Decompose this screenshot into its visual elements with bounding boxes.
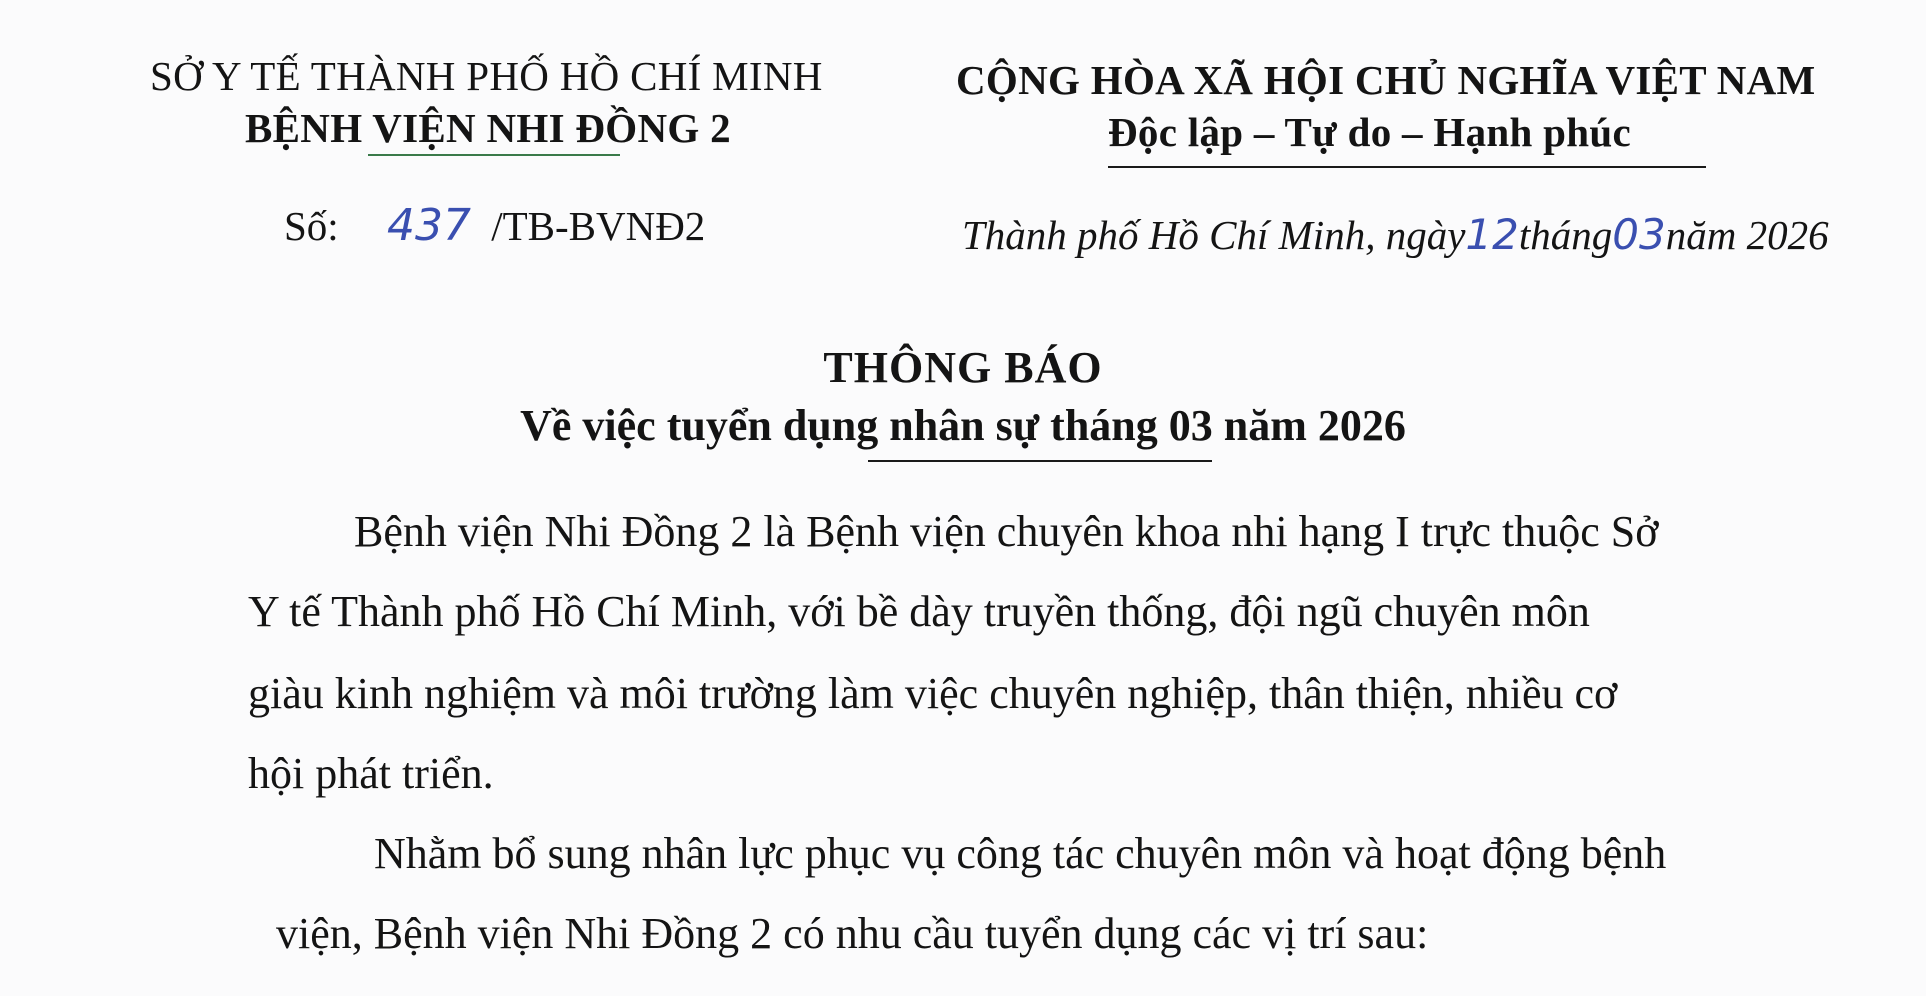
date-year: năm 2026 <box>1665 212 1829 258</box>
agency-name: SỞ Y TẾ THÀNH PHỐ HỒ CHÍ MINH <box>150 53 823 99</box>
doc-number-handwritten: 437 <box>386 200 471 251</box>
paragraph-1-line-4: hội phát triển. <box>248 749 494 798</box>
paragraph-1-line-2: Y tế Thành phố Hồ Chí Minh, với bề dày truyền thống, đội ngũ chuyên môn <box>248 587 1590 636</box>
date-line <box>962 210 1829 259</box>
national-motto: Độc lập – Tự do – Hạnh phúc <box>1108 109 1631 155</box>
nation-name: CỘNG HÒA XÃ HỘI CHỦ NGHĨA VIỆT NAM <box>956 57 1816 103</box>
subject-underline <box>868 460 1212 462</box>
doc-number-suffix: /TB-BVNĐ2 <box>491 203 706 249</box>
doc-number-label: Số: <box>284 203 339 249</box>
paragraph-1-line-1: Bệnh viện Nhi Đồng 2 là Bệnh viện chuyên khoa nhi hạng I trực thuộc Sở <box>354 507 1659 556</box>
hospital-name: BỆNH VIỆN NHI ĐỒNG 2 <box>245 105 731 151</box>
doc-number-line <box>284 200 705 251</box>
paragraph-2-line-2: viện, Bệnh viện Nhi Đồng 2 có nhu cầu tuyển dụng các vị trí sau: <box>276 909 1429 958</box>
date-month-handwritten: 03 <box>1612 210 1666 259</box>
motto-underline <box>1108 166 1706 168</box>
paragraph-1-line-3: giàu kinh nghiệm và môi trường làm việc chuyên nghiệp, thân thiện, nhiều cơ <box>248 669 1618 718</box>
paragraph-2-line-1: Nhằm bổ sung nhân lực phục vụ công tác chuyên môn và hoạt động bệnh <box>374 829 1667 878</box>
date-day-handwritten: 12 <box>1465 210 1519 259</box>
date-prefix: Thành phố Hồ Chí Minh, ngày <box>962 212 1466 258</box>
document-title: THÔNG BÁO <box>823 343 1103 392</box>
date-month-label: tháng <box>1518 212 1613 258</box>
hospital-underline <box>368 154 620 156</box>
document-subject: Về việc tuyển dụng nhân sự tháng 03 năm 2026 <box>520 401 1406 450</box>
